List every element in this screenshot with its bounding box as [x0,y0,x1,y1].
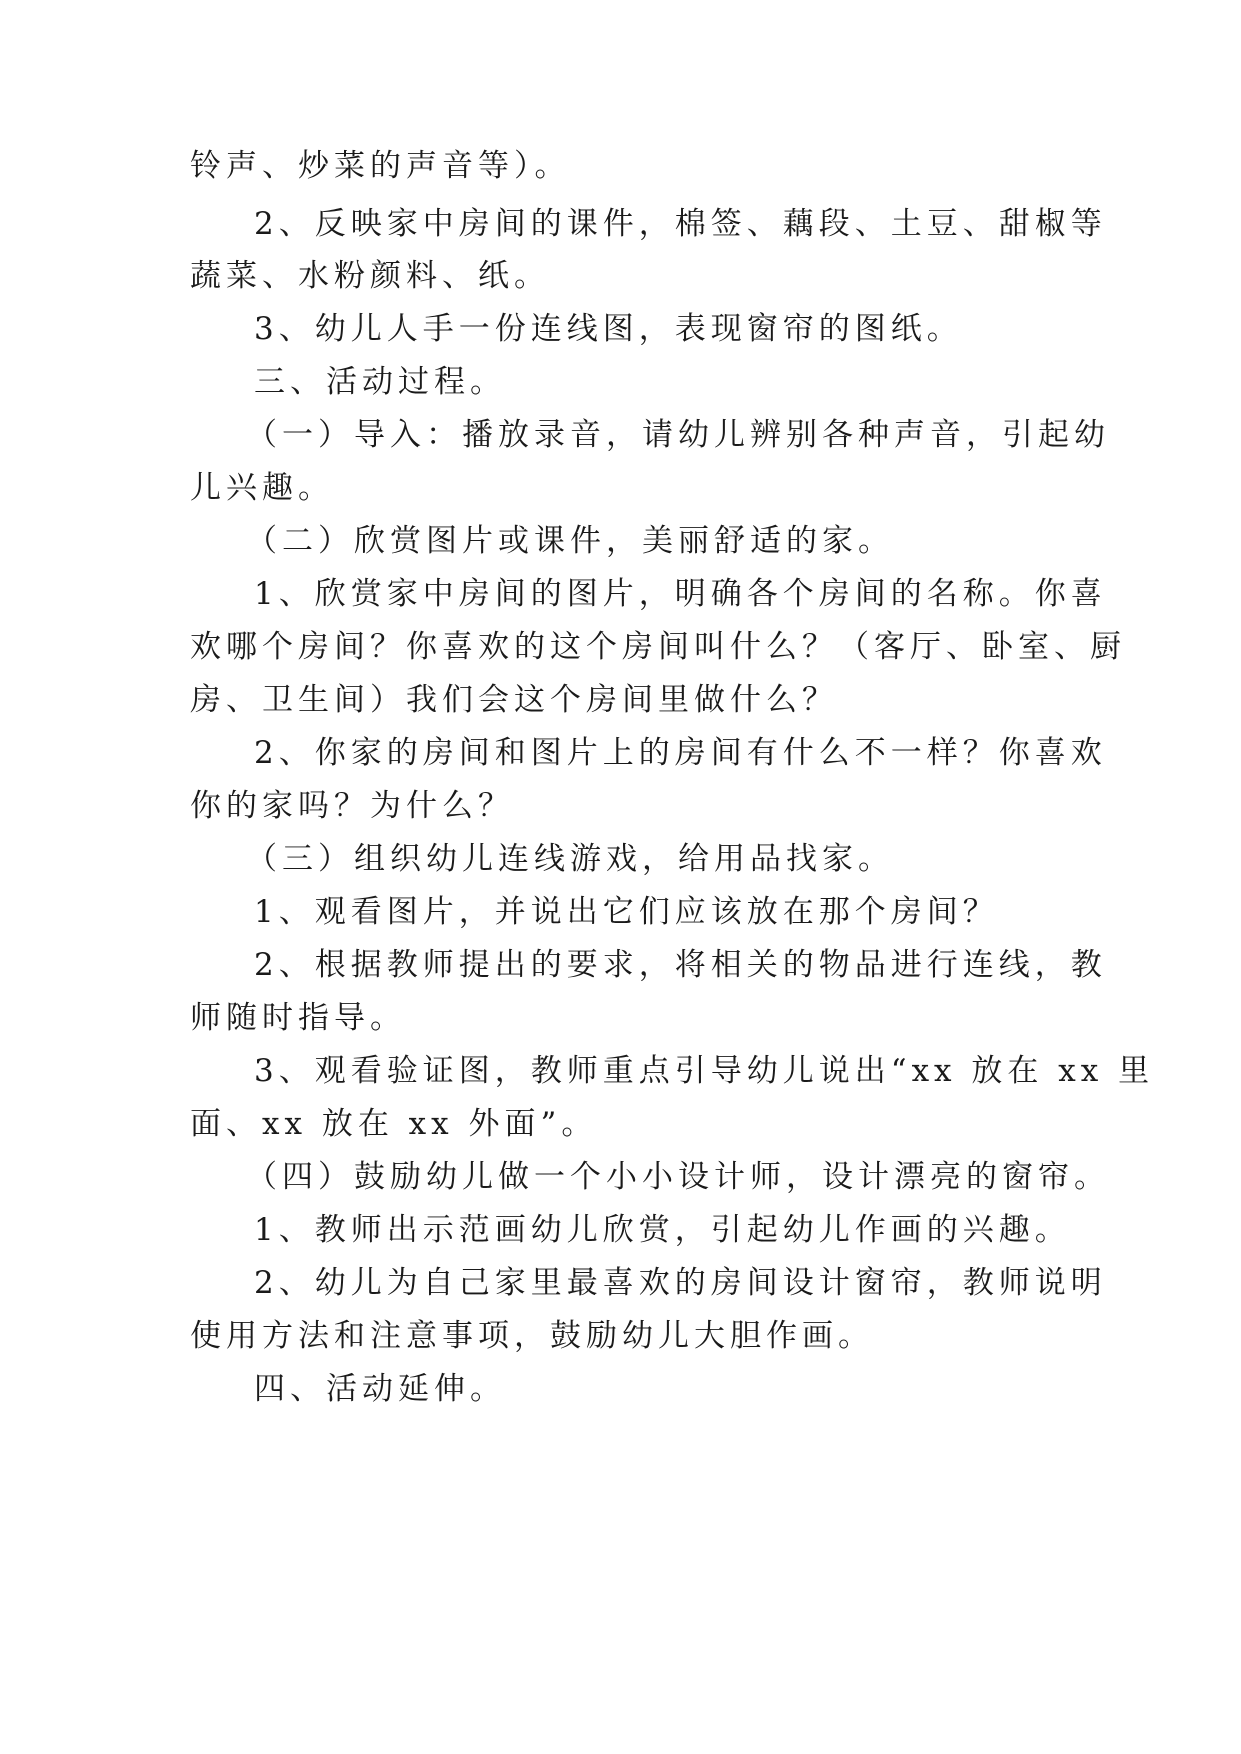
section-heading: 四、活动延伸。 [254,1371,506,1407]
text-line: 2、根据教师提出的要求，将相关的物品进行连线，教 [254,947,1107,983]
text-line: 1、观看图片，并说出它们应该放在那个房间？ [254,894,999,930]
text-line: 面、xx 放在 xx 外面”。 [190,1106,598,1142]
text-line: 蔬菜、水粉颜料、纸。 [190,258,550,294]
text-line: 2、幼儿为自己家里最喜欢的房间设计窗帘，教师说明 [254,1265,1107,1301]
text-line: 1、教师出示范画幼儿欣赏，引起幼儿作画的兴趣。 [254,1212,1071,1248]
subsection-heading: （四）鼓励幼儿做一个小小设计师，设计漂亮的窗帘。 [246,1159,1110,1195]
text-line: 3、幼儿人手一份连线图，表现窗帘的图纸。 [254,311,963,347]
text-line: 铃声、炒菜的声音等）。 [190,148,571,184]
text-line: 2、你家的房间和图片上的房间有什么不一样？你喜欢 [254,735,1107,771]
text-line: 房、卫生间）我们会这个房间里做什么？ [190,682,838,718]
text-line: 欢哪个房间？你喜欢的这个房间叫什么？（客厅、卧室、厨 [190,629,1126,665]
subsection-heading: （三）组织幼儿连线游戏，给用品找家。 [246,841,894,877]
text-line: 你的家吗？为什么？ [190,788,514,824]
text-line: （一）导入：播放录音，请幼儿辨别各种声音，引起幼 [246,417,1110,453]
text-line: 使用方法和注意事项，鼓励幼儿大胆作画。 [190,1318,874,1354]
section-heading: 三、活动过程。 [254,364,506,400]
text-line: 2、反映家中房间的课件，棉签、藕段、土豆、甜椒等 [254,206,1107,242]
subsection-heading: （二）欣赏图片或课件，美丽舒适的家。 [246,523,894,559]
text-line: 3、观看验证图，教师重点引导幼儿说出“xx 放在 xx 里 [254,1053,1155,1089]
text-line: 儿兴趣。 [190,470,334,506]
text-line: 师随时指导。 [190,1000,406,1036]
text-line: 1、欣赏家中房间的图片，明确各个房间的名称。你喜 [254,576,1107,612]
